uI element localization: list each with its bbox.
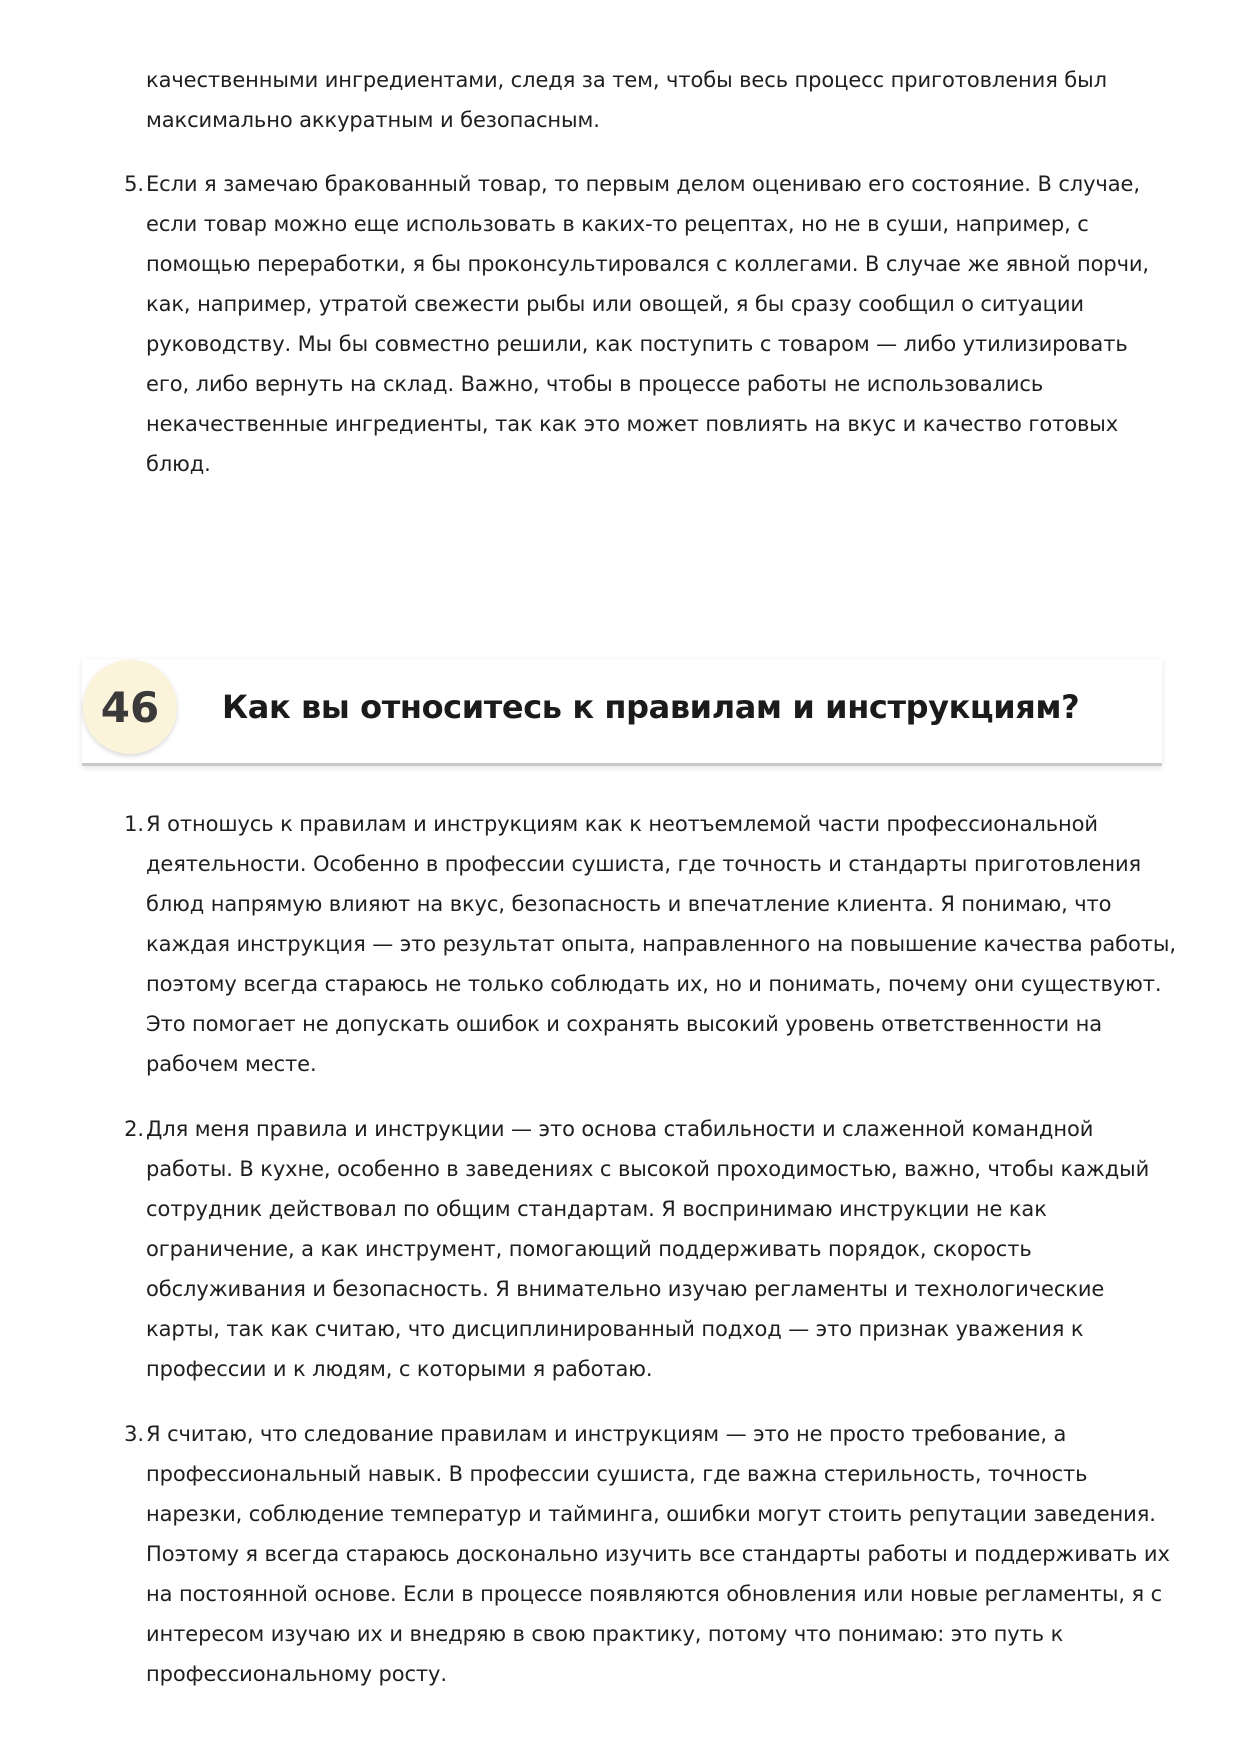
list-item-text: Если я замечаю бракованный товар, то первым делом оцениваю его состояние. В случае, если товар можно еще использовать в каких-то рецептах, но не в суши, например, с помощью переработки, я бы проконсультировался с коллегами. В случае же явной порчи, как, например, утратой свежести рыбы или овощей, я бы сразу сообщил о ситуации руководству. Мы бы совместно решили, как поступить с товаром — либо утилизировать его, либо вернуть на склад. Важно, чтобы в процессе работы не использовались некачественные ингредиенты, так как это может повлиять на вкус и качество готовых блюд. [146, 172, 1150, 476]
list-item [124, 804, 1176, 1084]
list-item-text: Для меня правила и инструкции — это основа стабильности и слаженной командной работы. В кухне, особенно в заведениях с высокой проходимостью, важно, чтобы каждый сотрудник действовал по общим стандартам. Я воспринимаю инструкции не как ограничение, а как инструмент, помогающий поддерживать порядок, скорость обслуживания и безопасность. Я внимательно изучаю регламенты и технологические карты, так как считаю, что дисциплинированный подход — это признак уважения к профессии и к людям, с которыми я работаю. [146, 1117, 1150, 1381]
list-item-number: 1. [124, 812, 144, 836]
question-number-badge: 46 [83, 660, 177, 754]
list-item-text: Я отношусь к правилам и инструкциям как к неотъемлемой части профессиональной деятельности. Особенно в профессии сушиста, где точность и стандарты приготовления блюд напрямую влияют на вкус, безопасность и впечатление клиента. Я понимаю, что каждая инструкция — это результат опыта, направленного на повышение качества работы, поэтому всегда стараюсь не только соблюдать их, но и понимать, почему они существуют. Это помогает не допускать ошибок и сохранять высокий уровень ответственности на рабочем месте. [146, 812, 1176, 1076]
list-item-number: 5. [124, 172, 144, 196]
list-item [124, 1414, 1176, 1694]
question-header [82, 659, 1162, 763]
list-item [124, 1109, 1176, 1389]
question-title: Как вы относитесь к правилам и инструкциям? [222, 688, 1080, 726]
continuation-paragraph [146, 60, 1176, 140]
list-item [124, 164, 1176, 484]
list-item-number: 3. [124, 1422, 144, 1446]
list-item-text: Я считаю, что следование правилам и инструкциям — это не просто требование, а профессиональный навык. В профессии сушиста, где важна стерильность, точность нарезки, соблюдение температур и тайминга, ошибки могут стоить репутации заведения. Поэтому я всегда стараюсь досконально изучить все стандарты работы и поддерживать их на постоянной основе. Если в процессе появляются обновления или новые регламенты, я с интересом изучаю их и внедряю в свою практику, потому что понимаю: это путь к профессиональному росту. [146, 1422, 1170, 1686]
continuation-paragraph-text: качественными ингредиентами, следя за тем, чтобы весь процесс приготовления был максимально аккуратным и безопасным. [146, 68, 1107, 132]
list-item-number: 2. [124, 1117, 144, 1141]
